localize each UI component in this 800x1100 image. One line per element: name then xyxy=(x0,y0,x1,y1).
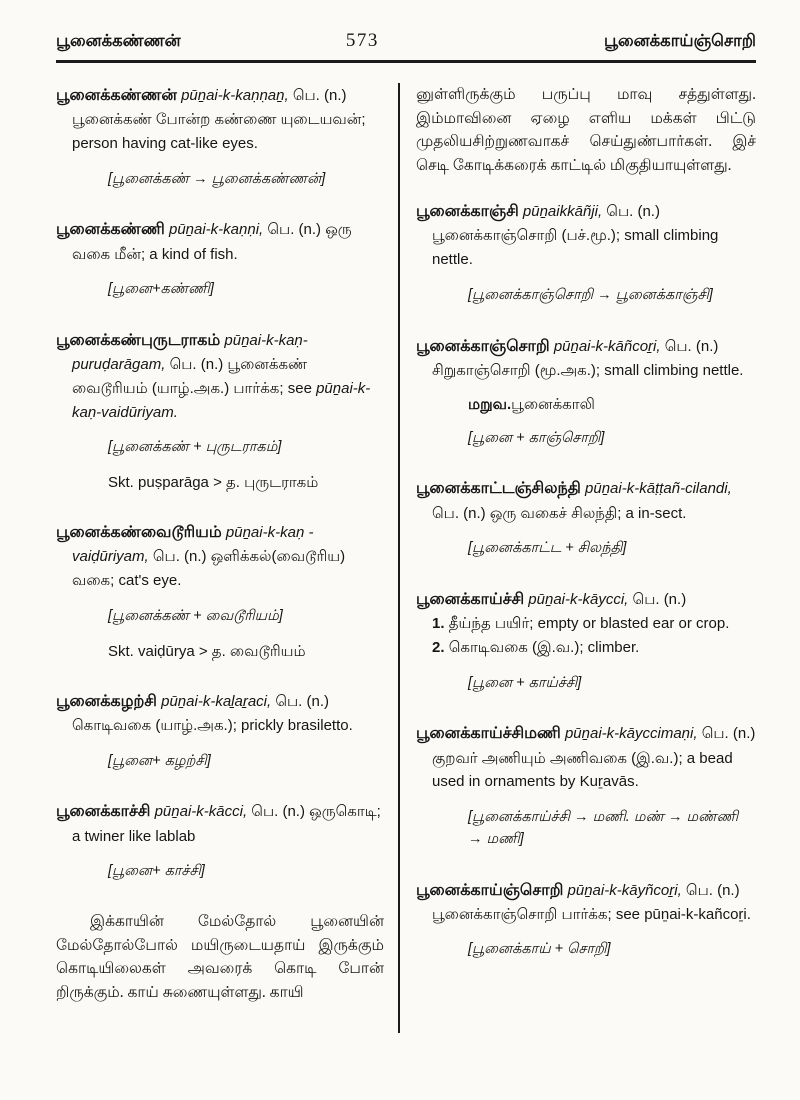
botanical-note-paragraph: இக்காயின் மேல்தோல் பூனையின் மேல்தோல்போல் மயிருடையதாய் இருக்கும் கொடியிலைகள் அவரைக் கொடி போன் றிருக்கும். காய் சுணையுள்ளது. காயி xyxy=(56,912,384,1001)
etymology: [பூனை + காய்ச்சி] xyxy=(468,674,582,691)
transliteration: pūṉai-k-kaṇṇi, xyxy=(168,221,264,239)
etymology: [பூனைக்கண் + புருடராகம்] xyxy=(108,439,282,456)
definition-text: பூனைக்காஞ்சொறி பார்க்க; see xyxy=(432,905,641,923)
pos-label: பெ. (n.) xyxy=(169,356,224,374)
definition-text: ஒரு வகை மீன்; a kind of fish. xyxy=(72,221,352,263)
headword: பூனைக்காய்ச்சி xyxy=(416,590,525,608)
dict-entry xyxy=(416,476,756,560)
headword: பூனைக்கண்வைடூரியம் xyxy=(56,524,222,542)
pos-label: பெ. (n.) xyxy=(685,881,740,899)
transliteration: pūṉaikkāñji, xyxy=(522,203,603,221)
pos-label: பெ. (n.) xyxy=(251,803,305,821)
etymology: [பூனை+ கழற்சி] xyxy=(108,752,211,769)
etymology: [பூனைக்கண் → பூனைக்கண்ணன்] xyxy=(108,170,326,187)
etymology: [பூனைக்காஞ்சொறி → பூனைக்காஞ்சி] xyxy=(468,286,713,303)
definition-text: கொடிவகை (யாழ்.அக.); prickly brasiletto. xyxy=(72,716,353,734)
etymology: [பூனைக்காய் + சொறி] xyxy=(468,941,611,958)
etymology: [பூனை+ காச்சி] xyxy=(108,863,205,880)
definition-text: பூனைக்காஞ்சொறி (பச்.மூ.); small climbing nettle. xyxy=(432,227,719,269)
text-columns xyxy=(56,83,756,1033)
dict-entry xyxy=(416,334,756,450)
etymology: [பூனை+கண்ணி] xyxy=(108,281,214,298)
entry-definition xyxy=(416,721,756,794)
pos-label: பெ. (n.) xyxy=(267,221,322,239)
headword: பூனைக்கண்ணி xyxy=(56,221,165,239)
entry-definition xyxy=(416,587,756,612)
headword: பூனைக்காஞ்சொறி xyxy=(416,337,550,355)
transliteration: pūṉai-k-kāṭṭañ-cilandi, xyxy=(585,480,732,498)
pos-label: பெ. (n.) xyxy=(632,590,687,608)
pos-label: பெ. (n.) xyxy=(606,203,660,221)
right-column xyxy=(398,83,756,1033)
transliteration: pūṉai-k-kaṇṇaṉ, xyxy=(181,87,289,104)
headword: பூனைக்காய்ஞ்சொறி xyxy=(416,881,564,899)
dict-entry xyxy=(416,878,756,962)
headword: பூனைக்கண்ணன் xyxy=(56,87,177,104)
dict-entry xyxy=(56,328,384,493)
pos-label: பெ. (n.) xyxy=(701,725,756,743)
see-reference: pūṉai-k-kañcoṟi. xyxy=(644,905,751,923)
pos-label: பெ. (n.) xyxy=(432,504,486,522)
dict-entry xyxy=(56,83,384,190)
sense-text: கொடிவகை (இ.வ.); climber. xyxy=(448,638,640,656)
transliteration: pūṉai-k-kaḻaṟaci, xyxy=(161,692,272,710)
entry-definition xyxy=(56,520,384,593)
page-header xyxy=(56,30,756,53)
transliteration: pūṉai-k-kāyccimaṇi, xyxy=(564,725,698,743)
transliteration: pūṉai-k-kāyñcoṟi, xyxy=(567,881,682,899)
definition-text: சிறுகாஞ்சொறி (மூ.அக.); small climbing nettle. xyxy=(432,361,744,379)
entry-definition xyxy=(416,476,756,525)
pos-label: பெ. (n.) xyxy=(292,87,347,104)
page-number: 573 xyxy=(345,30,379,51)
etymology: [பூனைக்காட்ட + சிலந்தி] xyxy=(468,540,627,557)
entry-definition xyxy=(56,689,384,738)
pos-label: பெ. (n.) xyxy=(152,548,207,566)
definition-text: பூனைக்கண் வைடூரியம் (யாழ்.அக.) பார்க்க; see xyxy=(72,356,312,398)
dict-entry xyxy=(56,217,384,301)
headword: பூனைக்காஞ்சி xyxy=(416,203,519,221)
entry-definition xyxy=(56,328,384,424)
headword: பூனைக்காட்டஞ்சிலந்தி xyxy=(416,480,581,498)
continuation-paragraph: னுள்ளிருக்கும் பருப்பு மாவு சத்துள்ளது. இம்மாவினை ஏழை எளிய மக்கள் பிட்டு முதலியசிற்றுணவாகச் செய்துண்பார்கள். இச் செடி கோடிக்கரைக் காட்டில் மிகுதியாயுள்ளது. xyxy=(416,86,756,174)
definition-text: பூனைக்கண் போன்ற கண்ணை யுடையவன்; person having cat-like eyes. xyxy=(72,111,366,152)
etymology: [பூனை + காஞ்சொறி] xyxy=(468,429,605,446)
transliteration: pūṉai-k-kaṇ-puruḍarāgam, xyxy=(72,332,308,374)
entry-definition xyxy=(56,217,384,266)
dict-entry xyxy=(416,587,756,694)
entry-definition xyxy=(56,799,384,848)
headword: பூனைக்கழற்சி xyxy=(56,692,157,710)
variant-label: மறுவ. xyxy=(468,395,512,413)
definition-text: ஒளிக்கல்(வைடூரிய) வகை; cat's eye. xyxy=(72,548,346,590)
definition-text: குறவர் அணியும் அணிவகை (இ.வ.); a bead used in ornaments by Kuṟavās. xyxy=(432,749,733,791)
skt-note: Skt. vaiḍūrya > த. வைடூரியம் xyxy=(108,642,306,660)
entry-definition xyxy=(416,878,756,927)
headword: பூனைக்காச்சி xyxy=(56,803,151,821)
header-rule xyxy=(56,60,756,63)
skt-note: Skt. puṣparāga > த. புருடராகம் xyxy=(108,474,319,492)
entry-definition xyxy=(416,334,756,383)
headword: பூனைக்கண்புருடராகம் xyxy=(56,332,221,350)
pos-label: பெ. (n.) xyxy=(275,692,330,710)
variant-note xyxy=(468,396,756,415)
etymology: [பூனைக்கண் + வைடூரியம்] xyxy=(108,607,283,624)
definition-text: ஒரு வகைச் சிலந்தி; a in-sect. xyxy=(489,504,687,522)
variant-word: பூனைக்காலி xyxy=(511,395,595,413)
pos-label: பெ. (n.) xyxy=(664,337,719,355)
see-reference: pūṉai-k-kaṇ-vaidūriyam. xyxy=(72,380,371,421)
transliteration: pūṉai-k-kaṇ - vaiḍūriyam, xyxy=(72,524,314,566)
sense-number: 2. xyxy=(432,638,445,656)
transliteration: pūṉai-k-kāycci, xyxy=(528,590,629,608)
etymology: [பூனைக்காய்ச்சி → மணி. மண் → மண்ணி → மணி] xyxy=(468,809,739,847)
header-left-guideword: பூனைக்கண்ணன் xyxy=(56,32,181,50)
dict-entry xyxy=(56,689,384,773)
dict-entry xyxy=(56,520,384,661)
sense-item xyxy=(416,612,756,636)
definition-text: ஒருகொடி; a twiner like lablab xyxy=(72,803,381,845)
sense-text: தீய்ந்த பயிர்; empty or blasted ear or crop. xyxy=(448,615,730,633)
sense-item xyxy=(416,636,756,660)
headword: பூனைக்காய்ச்சிமணி xyxy=(416,725,561,743)
sense-number: 1. xyxy=(432,615,445,633)
left-column xyxy=(56,83,398,1033)
transliteration: pūṉai-k-kāñcoṟi, xyxy=(553,337,661,355)
dict-entry xyxy=(416,721,756,850)
header-right-guideword: பூனைக்காய்ஞ்சொறி xyxy=(604,32,756,50)
dict-entry xyxy=(56,799,384,883)
entry-definition xyxy=(416,199,756,272)
entry-definition xyxy=(56,83,384,156)
dict-entry xyxy=(416,199,756,306)
transliteration: pūṉai-k-kācci, xyxy=(154,803,248,821)
